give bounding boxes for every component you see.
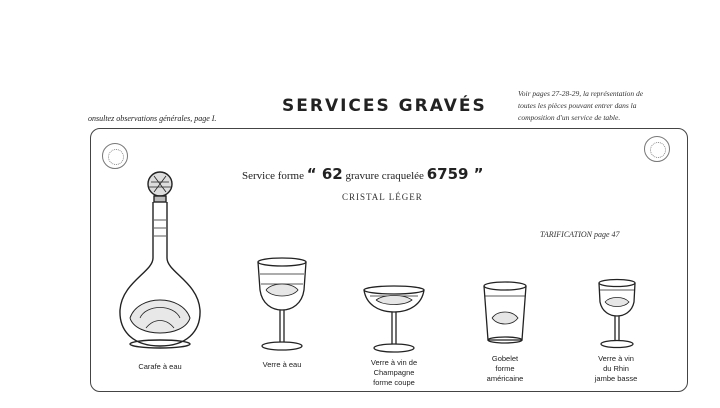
caption-line: jambe basse [594,374,638,383]
service-description [242,165,484,183]
page-title: SERVICES GRAVÉS [282,96,487,116]
champagne-coupe-caption [354,358,434,388]
caption-line: Champagne [373,368,415,377]
maker-seal-icon [644,136,670,162]
champagne-coupe-illustration [360,284,428,354]
engraving-label: gravure craquelée [345,170,424,182]
tumbler-caption [465,354,545,384]
water-glass-illustration [252,256,312,354]
engraving-number: 6759 ” [426,165,484,183]
caption-line: forme coupe [373,378,415,387]
rhine-wine-glass-illustration [594,278,640,350]
reference-note-line: composition d'un service de table. [518,113,621,122]
carafe-illustration [116,168,204,354]
reference-pages-note [518,88,690,124]
rhine-wine-glass-caption [576,354,656,384]
water-glass-caption: Verre à eau [262,360,302,369]
caption-line: forme [495,364,515,373]
caption-line: Verre à vin [598,354,634,363]
general-observations-note: onsultez observations générales, page I. [88,114,217,123]
caption-line: Gobelet [491,354,519,363]
maker-seal-icon [102,143,128,169]
caption-line: du Rhin [603,364,629,373]
caption-line: américaine [486,374,524,383]
tumbler-illustration [480,280,530,346]
crystal-type: CRISTAL LÉGER [342,192,423,202]
carafe-caption: Carafe à eau [138,362,182,371]
reference-note-line: Voir pages 27-28-29, la représentation de [518,89,644,98]
form-number: “ 62 [306,165,343,183]
pricing-reference: TARIFICATION page 47 [540,230,620,239]
service-prefix: Service forme [242,170,304,182]
caption-line: Verre à vin de [370,358,418,367]
reference-note-line: toutes les pièces pouvant entrer dans la [518,101,637,110]
